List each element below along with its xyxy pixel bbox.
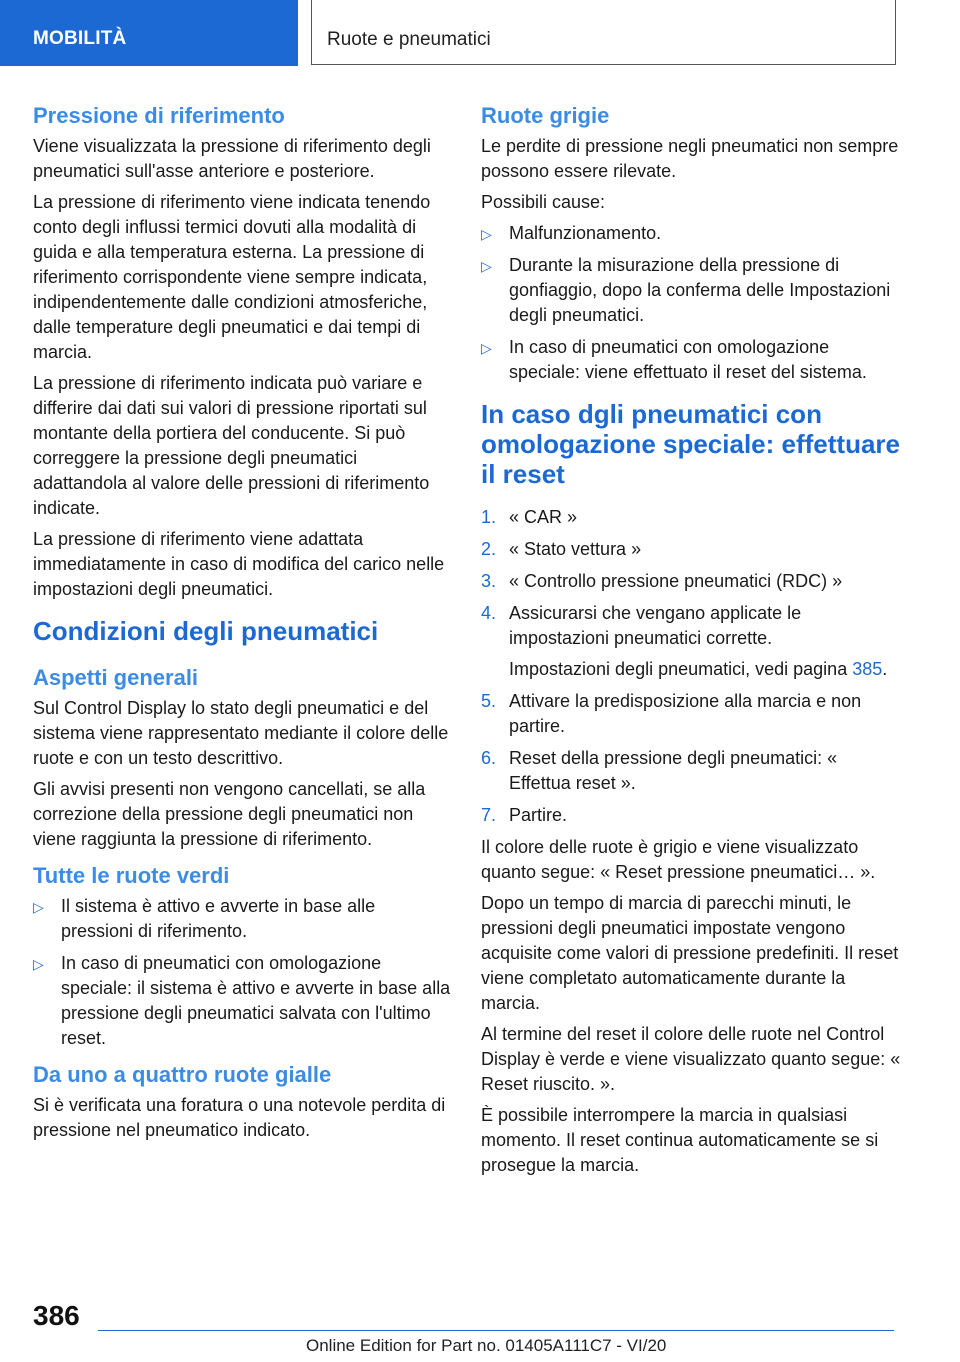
section-tab	[0, 0, 298, 66]
chapter-tab	[311, 0, 896, 65]
paragraph: Al termine del reset il colore delle ruote nel Control Display è verde e viene visualizzato quanto segue: « Reset riuscito. ».	[481, 1024, 901, 1094]
step-text: « Controllo pressione pneumatici (RDC) »	[509, 571, 843, 591]
heading-tire-conditions: Condizioni degli pneumatici	[33, 616, 379, 646]
right-column	[481, 100, 901, 1184]
list-item	[481, 335, 901, 385]
list-item-text: Il sistema è attivo e avverte in base alle pressioni di riferimento.	[61, 896, 376, 941]
step-number: 5.	[481, 691, 497, 711]
paragraph: Dopo un tempo di marcia di parecchi minuti, le pressioni degli pneumatici impostate vengono acquisite come valori di pressione predefiniti. Il reset viene completato automaticamente durante la marcia.	[481, 893, 899, 1013]
step-item	[481, 537, 901, 562]
page-number: 386	[33, 1300, 80, 1331]
step-item	[481, 803, 901, 828]
step-text: Assicurarsi che vengano applicate le impostazioni pneumatici corrette.	[509, 603, 802, 648]
paragraph: Il colore delle ruote è grigio e viene visualizzato quanto segue: « Reset pressione pneumatici… ».	[481, 837, 876, 882]
step-text: Reset della pressione degli pneumatici: « Effettua reset ».	[509, 748, 838, 793]
step-text: « Stato vettura »	[509, 539, 642, 559]
paragraph: La pressione di riferimento indicata può variare e differire dai dati sui valori di pressione riportati sul montante della portiera del conducente. Si può correggere la pressione degli pneumatici adattandola al valore delle pressioni di riferimento indicate.	[33, 373, 430, 518]
step-number: 1.	[481, 507, 497, 527]
heading-all-wheels-green: Tutte le ruote verdi	[33, 863, 230, 888]
cross-reference-text: Impostazioni degli pneumatici, vedi pagina	[509, 659, 853, 679]
step-item	[481, 505, 901, 530]
list-item	[481, 221, 901, 246]
cross-reference	[509, 657, 901, 682]
paragraph: La pressione di riferimento viene adattata immediatamente in caso di modifica del carico nelle impostazioni degli pneumatici.	[33, 529, 445, 599]
reset-steps-list	[481, 505, 901, 828]
paragraph: Si è verificata una foratura o una notevole perdita di pressione nel pneumatico indicato.	[33, 1095, 446, 1140]
green-bullet-list	[33, 894, 451, 1051]
paragraph: Sul Control Display lo stato degli pneumatici e del sistema viene rappresentato mediante il colore delle ruote e con un testo descrittivo.	[33, 698, 449, 768]
triangle-bullet-icon: ▷	[481, 226, 492, 242]
paragraph: Viene visualizzata la pressione di riferimento degli pneumatici sull'asse anteriore e posteriore.	[33, 136, 431, 181]
heading-general-aspects: Aspetti generali	[33, 665, 199, 690]
heading-reference-pressure: Pressione di riferimento	[33, 103, 285, 128]
paragraph: Gli avvisi presenti non vengono cancellati, se alla correzione della pressione degli pneumatici non viene raggiunta la pressione di riferimento.	[33, 779, 426, 849]
step-text: « CAR »	[509, 507, 578, 527]
step-item	[481, 601, 901, 682]
paragraph: La pressione di riferimento viene indicata tenendo conto degli influssi termici dovuti alla modalità di guida e alla temperatura esterna. La pressione di riferimento corrispondente viene sempre indicata, indipendentemente dalle condizioni atmosferiche, dalle temperature degli pneumatici e dai tempi di marcia.	[33, 192, 431, 362]
heading-yellow-wheels: Da uno a quattro ruote gialle	[33, 1062, 332, 1087]
heading-reset-procedure: In caso dgli pneumatici con omologazione speciale: effettuare il reset	[481, 399, 900, 489]
edition-note: Online Edition for Part no. 01405A111C7 - VI/20	[306, 1336, 667, 1355]
list-item-text: In caso di pneumatici con omologazione speciale: viene effettuato il reset del sistema.	[509, 337, 867, 382]
section-title: MOBILITÀ	[33, 28, 127, 49]
list-item-text: In caso di pneumatici con omologazione speciale: il sistema è attivo e avverte in base alla pressione degli pneumatici salvata con l'ultimo reset.	[61, 953, 451, 1048]
list-item	[481, 253, 901, 328]
step-item	[481, 569, 901, 594]
step-text: Attivare la predisposizione alla marcia e non partire.	[509, 691, 862, 736]
footer-divider	[98, 1330, 894, 1331]
triangle-bullet-icon: ▷	[33, 899, 44, 915]
step-item	[481, 746, 901, 796]
triangle-bullet-icon: ▷	[481, 258, 492, 274]
page-link[interactable]: 385	[852, 659, 883, 679]
step-number: 6.	[481, 748, 497, 768]
step-number: 2.	[481, 539, 497, 559]
paragraph: Le perdite di pressione negli pneumatici non sempre possono essere rilevate.	[481, 136, 899, 181]
triangle-bullet-icon: ▷	[33, 956, 44, 972]
list-item	[33, 894, 451, 944]
step-text: Partire.	[509, 805, 568, 825]
step-number: 4.	[481, 603, 497, 623]
triangle-bullet-icon: ▷	[481, 340, 492, 356]
paragraph: È possibile interrompere la marcia in qualsiasi momento. Il reset continua automaticamente se si prosegue la marcia.	[481, 1105, 879, 1175]
step-number: 7.	[481, 805, 497, 825]
cross-reference-end: .	[882, 659, 888, 679]
list-item-text: Durante la misurazione della pressione di gonfiaggio, dopo la conferma delle Impostazioni degli pneumatici.	[509, 255, 891, 325]
list-item	[33, 951, 451, 1051]
heading-grey-wheels: Ruote grigie	[481, 103, 610, 128]
step-number: 3.	[481, 571, 497, 591]
step-item	[481, 689, 901, 739]
grey-bullet-list	[481, 221, 901, 385]
chapter-title: Ruote e pneumatici	[327, 29, 491, 50]
list-item-text: Malfunzionamento.	[509, 223, 662, 243]
left-column	[33, 100, 451, 1149]
paragraph: Possibili cause:	[481, 192, 606, 212]
